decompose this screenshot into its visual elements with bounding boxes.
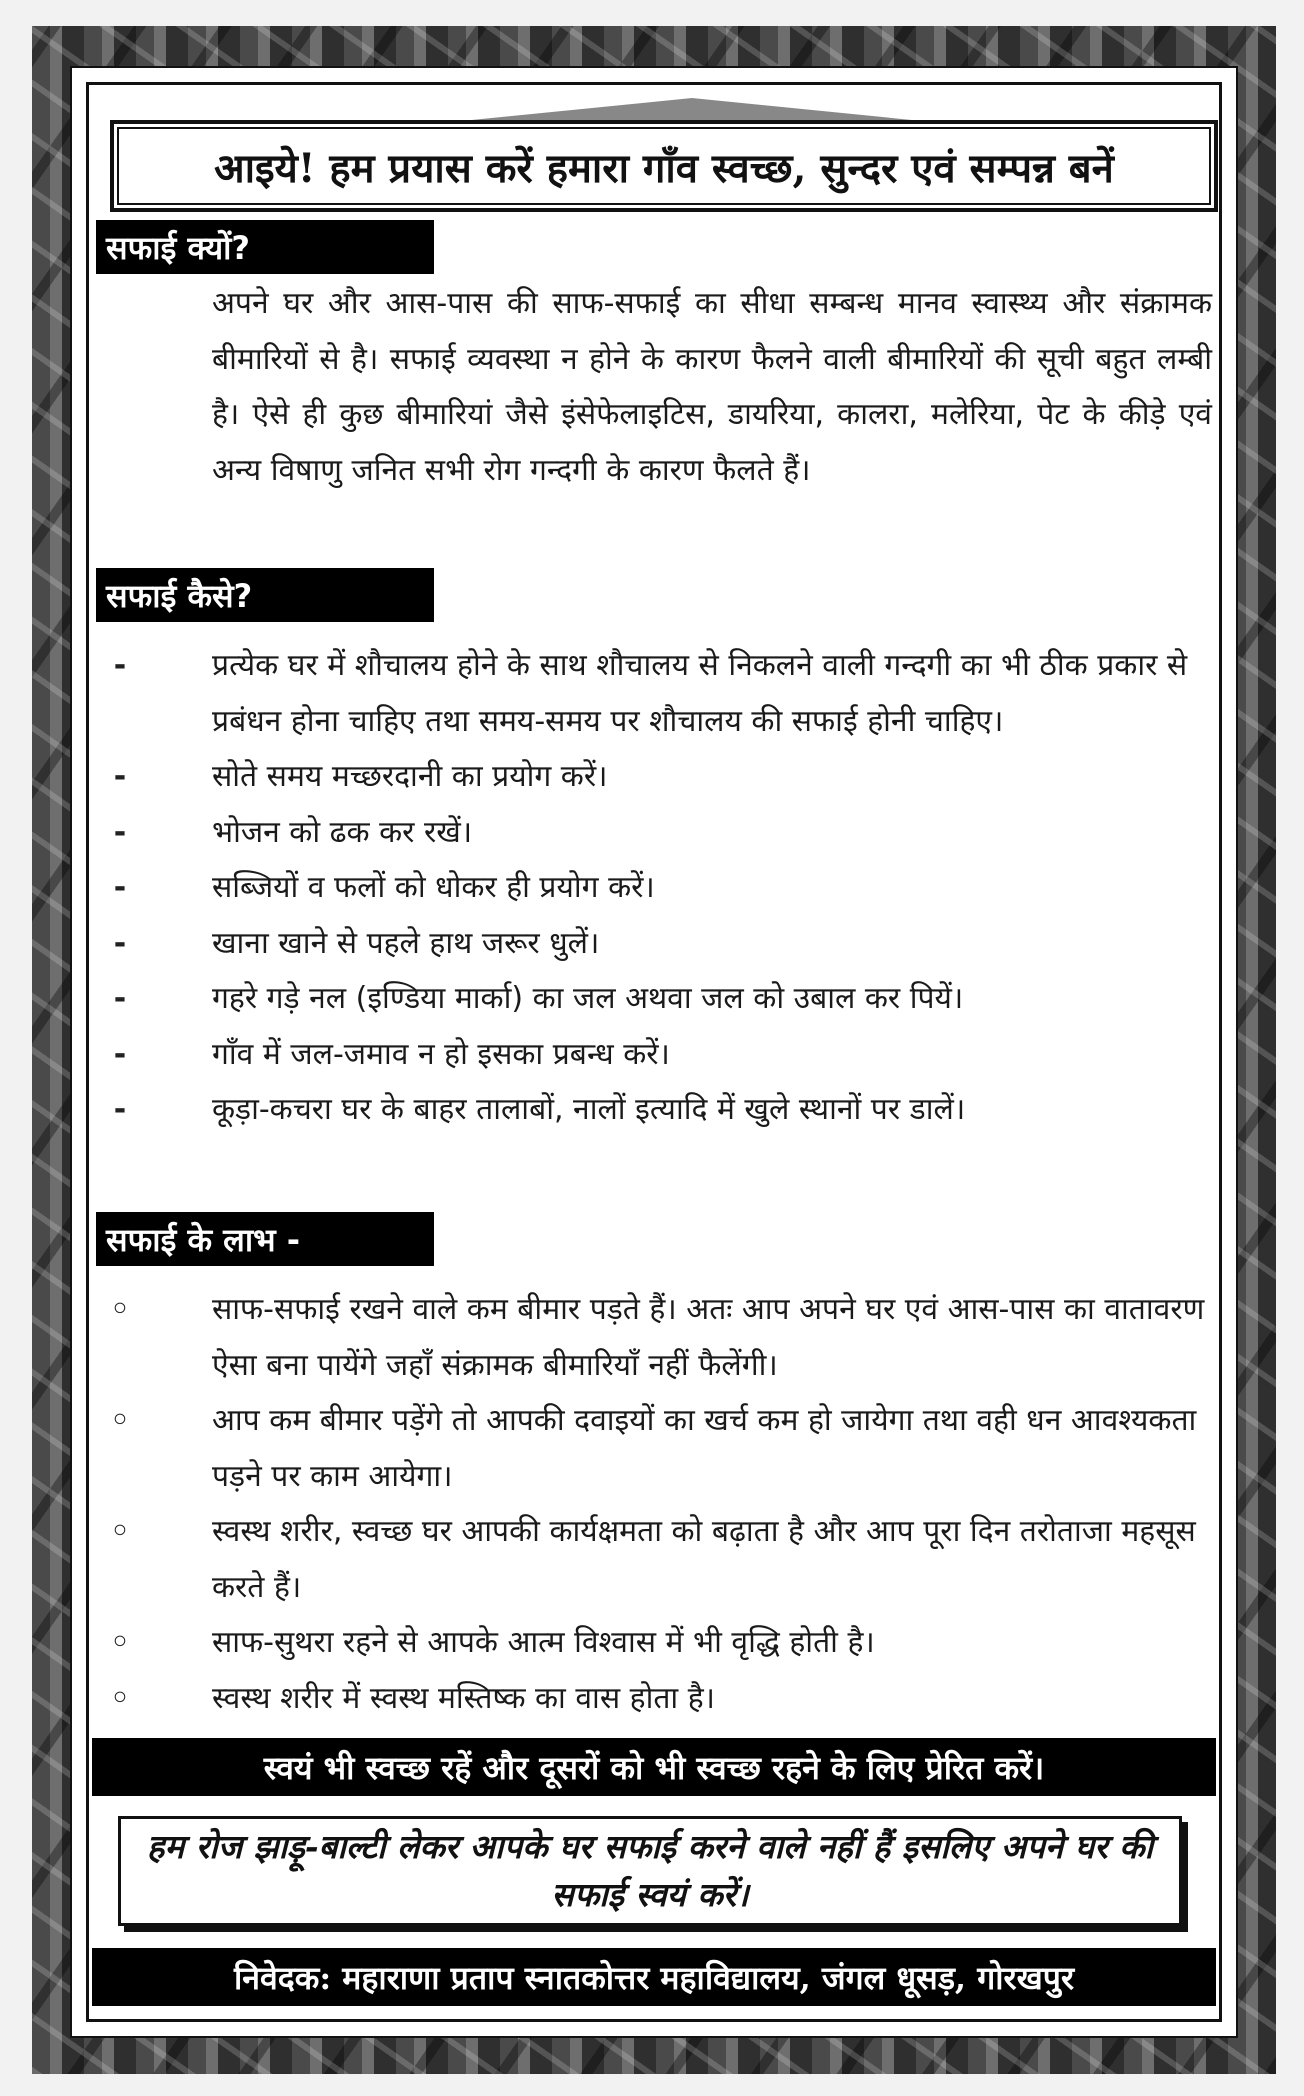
list-item-text: आप कम बीमार पड़ेंगे तो आपकी दवाइयों का खर्च कम हो जायेगा तथा वही धन आवश्यकता पड़ने पर काम आयेगा। xyxy=(212,1403,1197,1494)
bullet-marker: - xyxy=(113,981,127,1016)
list-item-text: कूड़ा-कचरा घर के बाहर तालाबों, नालों इत्यादि में खुले स्थानों पर डालें। xyxy=(212,1092,966,1127)
list-item-text: सब्जियों व फलों को धोकर ही प्रयोग करें। xyxy=(212,870,655,905)
list-item xyxy=(92,1671,1212,1727)
bullet-marker: - xyxy=(113,870,127,905)
bullet-marker: - xyxy=(113,1092,127,1127)
bullet-marker: - xyxy=(113,1036,127,1072)
list-item xyxy=(92,749,1212,805)
list-item xyxy=(92,1027,1212,1083)
list-item xyxy=(92,1615,1212,1671)
list-item-text: गहरे गड़े नल (इण्डिया मार्का) का जल अथवा जल को उबाल कर पियें। xyxy=(212,981,964,1016)
list-item-text: खाना खाने से पहले हाथ जरूर धुलें। xyxy=(212,925,600,961)
bullet-marker: ◦ xyxy=(110,1514,130,1549)
list-item xyxy=(92,971,1212,1027)
list-item xyxy=(92,1393,1212,1504)
list-item xyxy=(92,916,1212,972)
bullet-marker: - xyxy=(113,814,127,850)
footer-credit: निवेदक: महाराणा प्रताप स्नातकोत्तर महाविद्यालय, जंगल धूसड़, गोरखपुर xyxy=(92,1948,1216,2006)
list-item-text: गाँव में जल-जमाव न हो इसका प्रबन्ध करें। xyxy=(212,1036,670,1072)
list-item-text: स्वस्थ शरीर में स्वस्थ मस्तिष्क का वास होता है। xyxy=(212,1680,716,1716)
benefits-list xyxy=(92,1282,1212,1726)
bullet-marker: ◦ xyxy=(110,1680,130,1716)
bullet-marker: - xyxy=(113,759,127,794)
bullet-marker: ◦ xyxy=(110,1625,130,1660)
poster-title: आइये! हम प्रयास करें हमारा गाँव स्वच्छ, सुन्दर एवं सम्पन्न बनें xyxy=(214,144,1114,192)
bullet-marker: ◦ xyxy=(110,1292,130,1327)
section-heading-benefits: सफाई के लाभ - xyxy=(96,1212,434,1266)
list-item-text: सोते समय मच्छरदानी का प्रयोग करें। xyxy=(212,759,608,794)
section-heading-how: सफाई कैसे? xyxy=(96,568,434,622)
list-item xyxy=(92,805,1212,861)
section-heading-why: सफाई क्यों? xyxy=(96,220,434,274)
list-item xyxy=(92,1082,1212,1138)
how-list xyxy=(92,638,1212,1138)
list-item-text: साफ-सफाई रखने वाले कम बीमार पड़ते हैं। अतः आप अपने घर एवं आस-पास का वातावरण ऐसा बना पायेंगे जहाँ संक्रामक बीमारियाँ नहीं फैलेंगी। xyxy=(212,1292,1205,1383)
list-item-text: प्रत्येक घर में शौचालय होने के साथ शौचालय से निकलने वाली गन्दगी का भी ठीक प्रकार से प्रबंधन होना चाहिए तथा समय-समय पर शौचालय की सफाई होनी चाहिए। xyxy=(212,648,1188,739)
list-item-text: साफ-सुथरा रहने से आपके आत्म विश्वास में भी वृद्धि होती है। xyxy=(212,1625,875,1660)
poster xyxy=(70,66,1238,2038)
list-item xyxy=(92,1504,1212,1615)
list-item xyxy=(92,638,1212,749)
bullet-marker: ◦ xyxy=(110,1403,130,1438)
bullet-marker: - xyxy=(113,925,127,961)
self-clean-note: हम रोज झाड़ू-बाल्टी लेकर आपके घर सफाई करने वाले नहीं हैं इसलिए अपने घर की सफाई स्वयं करें। xyxy=(118,1816,1182,1926)
list-item xyxy=(92,860,1212,916)
list-item-text: स्वस्थ शरीर, स्वच्छ घर आपकी कार्यक्षमता को बढ़ाता है और आप पूरा दिन तरोताजा महसूस करते हैं। xyxy=(212,1514,1196,1605)
list-item-text: भोजन को ढक कर रखें। xyxy=(212,814,473,850)
bullet-marker: - xyxy=(113,648,127,683)
section-text-why: अपने घर और आस-पास की साफ-सफाई का सीधा सम्बन्ध मानव स्वास्थ्य और संक्रामक बीमारियों से है। सफाई व्यवस्था न होने के कारण फैलने वाली बीमारियों की सूची बहुत लम्बी है। ऐसे ही कुछ बीमारियां जैसे इंसेफेलाइटिस, डायरिया, कालरा, मलेरिया, पेट के कीड़े एवं अन्य विषाणु जनित सभी रोग गन्दगी के कारण फैलते हैं। xyxy=(212,286,1212,488)
list-item xyxy=(92,1282,1212,1393)
motto-banner: स्वयं भी स्वच्छ रहें और दूसरों को भी स्वच्छ रहने के लिए प्रेरित करें। xyxy=(92,1738,1216,1796)
poster-title-box xyxy=(110,120,1218,212)
